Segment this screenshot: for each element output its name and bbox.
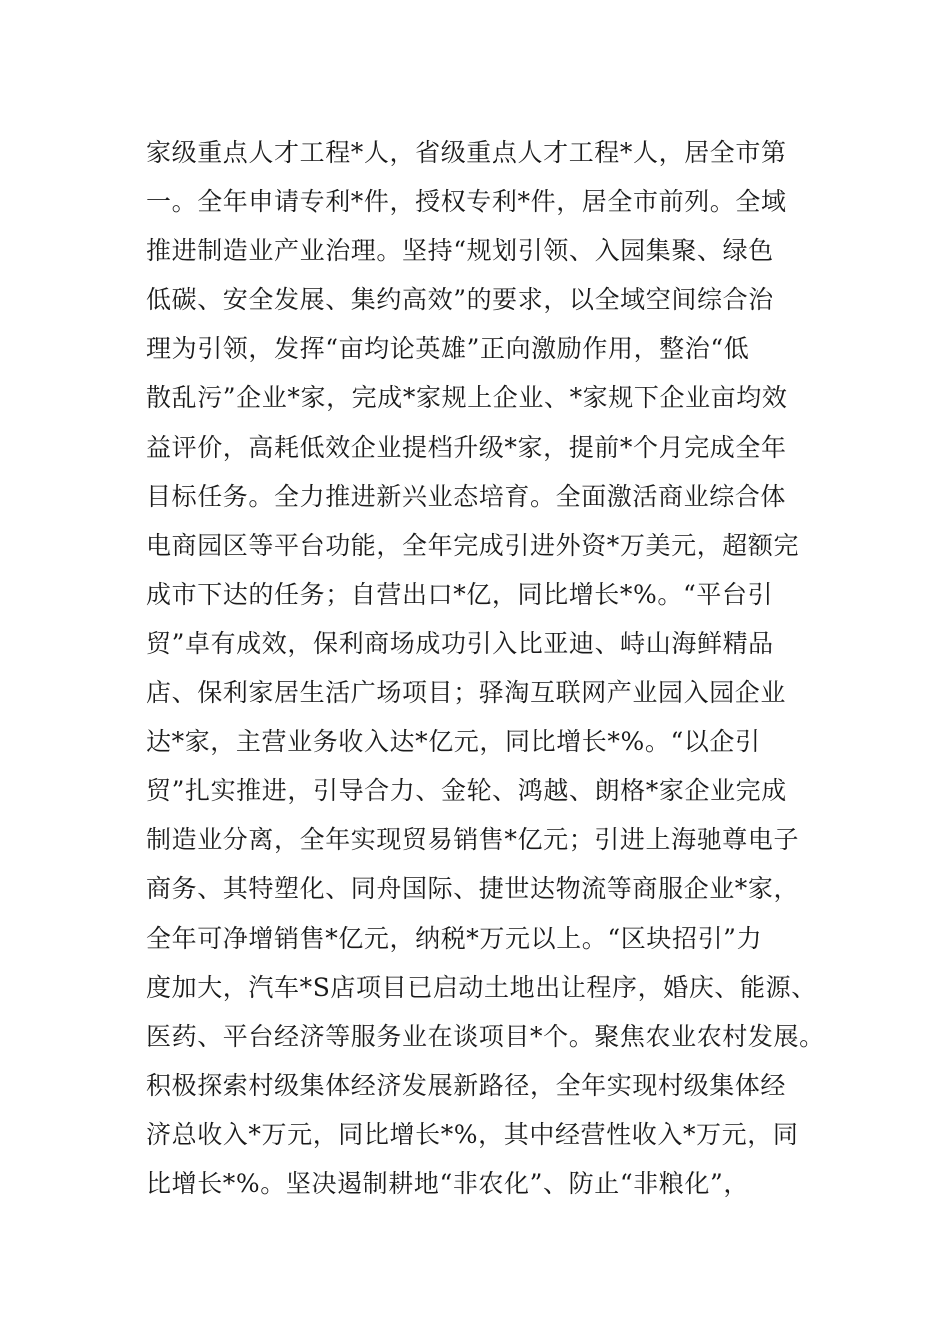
text-line: 低碳、安全发展、集约高效”的要求，以全域空间综合治 <box>146 285 774 315</box>
text-line: 医药、平台经济等服务业在谈项目*个。聚焦农业农村发展。 <box>146 1021 825 1051</box>
text-line: 达*家，主营业务收入达*亿元，同比增长*%。“以企引 <box>146 727 761 757</box>
text-line: 积极探索村级集体经济发展新路径，全年实现村级集体经 <box>146 1070 787 1100</box>
text-line: 散乱污”企业*家，完成*家规上企业、*家规下企业亩均效 <box>146 383 788 413</box>
text-line: 目标任务。全力推进新兴业态培育。全面激活商业综合体 <box>146 481 787 511</box>
text-line: 制造业分离，全年实现贸易销售*亿元；引进上海驰尊电子 <box>146 825 800 855</box>
text-line: 一。全年申请专利*件，授权专利*件，居全市前列。全域 <box>146 187 787 217</box>
body-paragraph <box>146 128 846 1208</box>
text-line: 济总收入*万元，同比增长*%，其中经营性收入*万元，同 <box>146 1119 799 1149</box>
text-line: 电商园区等平台功能，全年完成引进外资*万美元，超额完 <box>146 530 800 560</box>
text-line: 家级重点人才工程*人，省级重点人才工程*人，居全市第 <box>146 138 787 167</box>
text-line: 成市下达的任务；自营出口*亿，同比增长*%。“平台引 <box>146 579 774 609</box>
text-line: 比增长*%。坚决遏制耕地“非农化”、防止“非粮化”， <box>146 1168 749 1198</box>
text-line: 商务、其特塑化、同舟国际、捷世达物流等商服企业*家， <box>146 874 800 904</box>
text-line: 理为引领，发挥“亩均论英雄”正向激励作用，整治“低 <box>146 334 750 364</box>
text-line: 度加大，汽车*S店项目已启动土地出让程序，婚庆、能源、 <box>146 972 817 1002</box>
text-line: 贸”扎实推进，引导合力、金轮、鸿越、朗格*家企业完成 <box>146 776 787 806</box>
text-line: 推进制造业产业治理。坚持“规划引领、入园集聚、绿色 <box>146 236 774 266</box>
text-line: 贸”卓有成效，保利商场成功引入比亚迪、峙山海鲜精品 <box>146 628 774 658</box>
text-line: 全年可净增销售*亿元，纳税*万元以上。“区块招引”力 <box>146 923 763 953</box>
text-line: 益评价，高耗低效企业提档升级*家，提前*个月完成全年 <box>146 432 787 462</box>
text-line: 店、保利家居生活广场项目；驿淘互联网产业园入园企业 <box>146 678 787 708</box>
